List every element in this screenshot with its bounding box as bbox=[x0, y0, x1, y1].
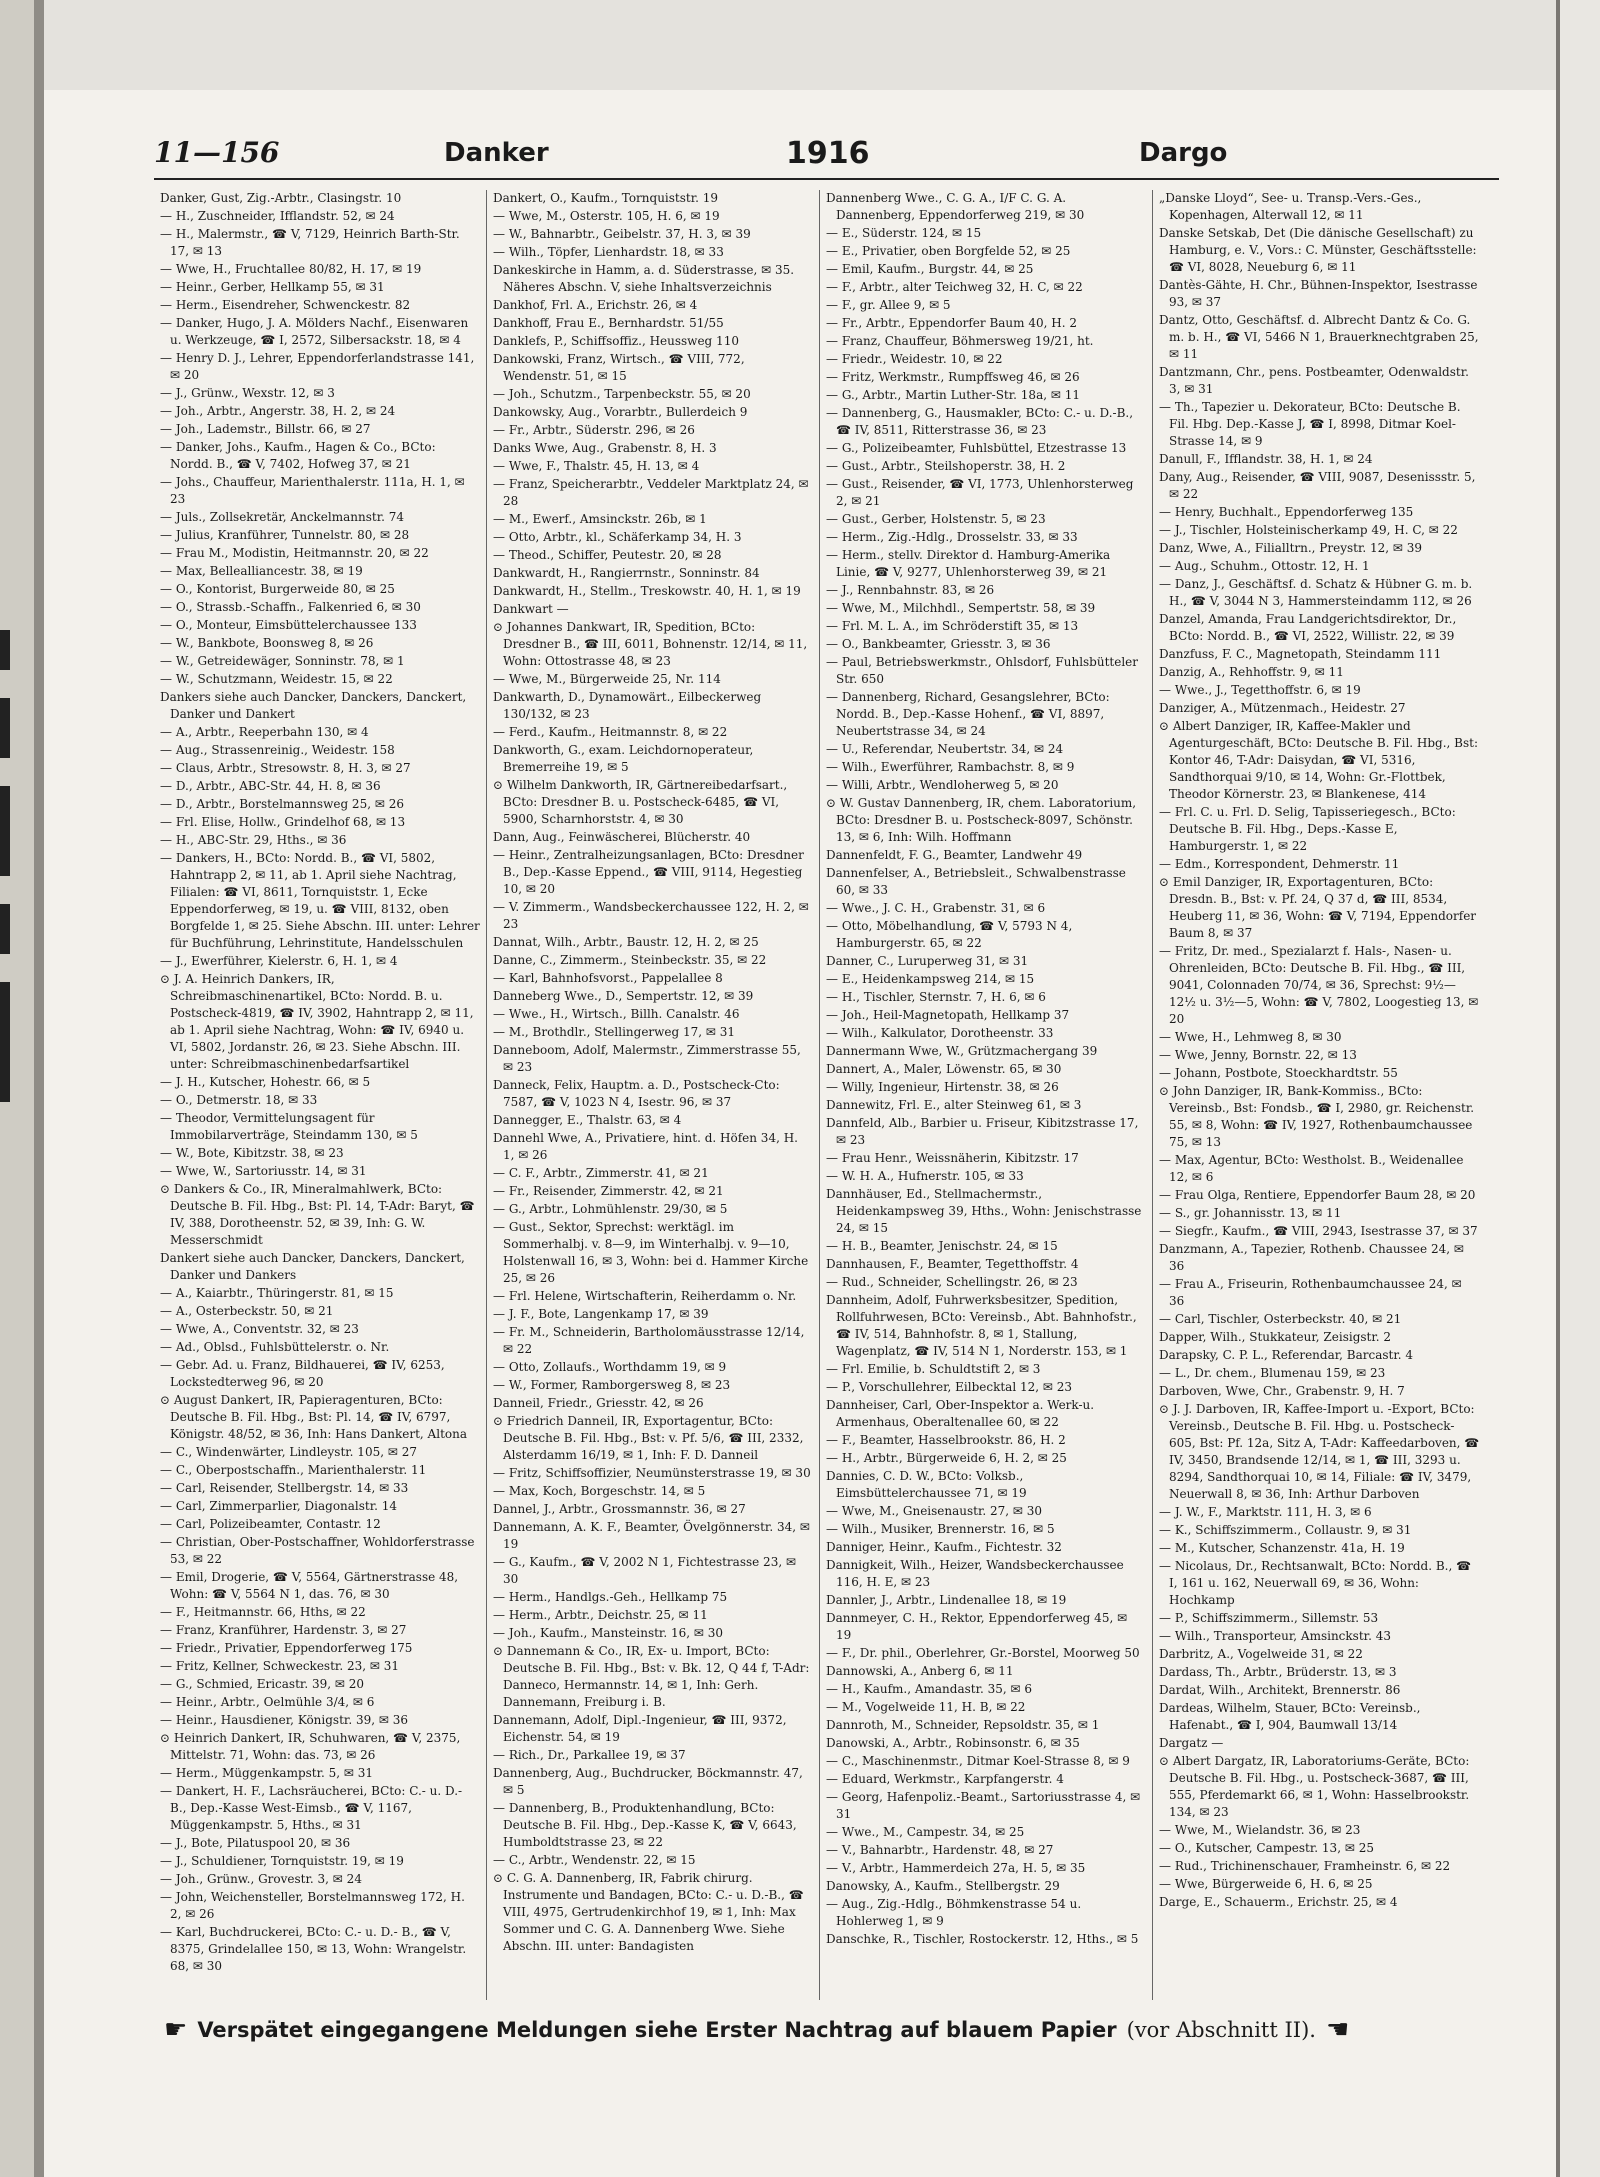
directory-entry: ⊙ Albert Dargatz, IR, Laboratoriums-Geräte, BCto: Deutsche B. Fil. Hbg., u. Postscheck-3687, ☎ III, 555, Pferdemarkt 66, ✉ 1, Wohn: Hasselbrookstr. 134, ✉ 23 bbox=[1159, 1754, 1470, 1819]
directory-entry: Dankwart — bbox=[493, 602, 569, 616]
directory-entry: — Aug., Strassenreinig., Weidestr. 158 bbox=[160, 743, 395, 757]
directory-entry: ⊙ Johannes Dankwart, IR, Spedition, BCto: Dresdner B., ☎ III, 6011, Bohnenstr. 12/14, ✉ 11, Wohn: Ottostrasse 48, ✉ 23 bbox=[493, 620, 808, 668]
directory-entry: — Friedr., Weidestr. 10, ✉ 22 bbox=[826, 352, 1003, 366]
directory-entry: — H., Zuschneider, Ifflandstr. 52, ✉ 24 bbox=[160, 209, 395, 223]
directory-entry: — Siegfr., Kaufm., ☎ VIII, 2943, Isestrasse 37, ✉ 37 bbox=[1159, 1224, 1478, 1238]
directory-entry: Dankowski, Franz, Wirtsch., ☎ VIII, 772, Wendenstr. 51, ✉ 15 bbox=[493, 352, 745, 383]
page-number: 11—156 bbox=[154, 136, 280, 169]
directory-entry: — Heinr., Zentralheizungsanlagen, BCto: Dresdner B., Dep.-Kasse Eppend., ☎ VIII, 9114, Hegestieg 10, ✉ 20 bbox=[493, 848, 804, 896]
directory-entry: — Heinr., Hausdiener, Königstr. 39, ✉ 36 bbox=[160, 1713, 408, 1727]
directory-entry: — F., Heitmannstr. 66, Hths, ✉ 22 bbox=[160, 1605, 366, 1619]
directory-entry: — Franz, Kranführer, Hardenstr. 3, ✉ 27 bbox=[160, 1623, 407, 1637]
directory-entry: — C., Windenwärter, Lindleystr. 105, ✉ 27 bbox=[160, 1445, 417, 1459]
page-content bbox=[154, 130, 1499, 2045]
directory-entry: — Wilh., Kalkulator, Dorotheenstr. 33 bbox=[826, 1026, 1054, 1040]
directory-entry: — Wwe, W., Sartoriusstr. 14, ✉ 31 bbox=[160, 1164, 367, 1178]
directory-entry: — Georg, Hafenpoliz.-Beamt., Sartoriusstrasse 4, ✉ 31 bbox=[826, 1790, 1141, 1821]
directory-entry: Danneboom, Adolf, Malermstr., Zimmerstrasse 55, ✉ 23 bbox=[493, 1043, 801, 1074]
directory-entry: — Wwe., H., Wirtsch., Billh. Canalstr. 46 bbox=[493, 1007, 740, 1021]
directory-entry: — J., Bote, Pilatuspool 20, ✉ 36 bbox=[160, 1836, 351, 1850]
directory-entry: — Fritz, Dr. med., Spezialarzt f. Hals-, Nasen- u. Ohrenleiden, BCto: Deutsche B. Fil. Hbg., ☎ III, 9041, Colonnaden 70/74, ✉ 36, Sprechst: 9½—12½ u. 3½—5, Wohn: ☎ V, 7802, Loogestieg 13, ✉ 20 bbox=[1159, 944, 1479, 1026]
directory-entry: — K., Schiffszimmerm., Collaustr. 9, ✉ 31 bbox=[1159, 1523, 1412, 1537]
directory-entry: — W., Former, Ramborgersweg 8, ✉ 23 bbox=[493, 1378, 731, 1392]
directory-entry: Dannenfelser, A., Betriebsleit., Schwalbenstrasse 60, ✉ 33 bbox=[826, 866, 1126, 897]
directory-entry: — Wilh., Töpfer, Lienhardstr. 18, ✉ 33 bbox=[493, 245, 724, 259]
directory-entry: — H. B., Beamter, Jenischstr. 24, ✉ 15 bbox=[826, 1239, 1058, 1253]
directory-entry: — L., Dr. chem., Blumenau 159, ✉ 23 bbox=[1159, 1366, 1386, 1380]
directory-entry: — Frau Olga, Rentiere, Eppendorfer Baum 28, ✉ 20 bbox=[1159, 1188, 1476, 1202]
directory-entry: — V., Bahnarbtr., Hardenstr. 48, ✉ 27 bbox=[826, 1843, 1054, 1857]
directory-entry: — O., Bankbeamter, Griesstr. 3, ✉ 36 bbox=[826, 637, 1051, 651]
directory-entry: — Theodor, Vermittelungsagent für Immobilarverträge, Steindamm 130, ✉ 5 bbox=[160, 1111, 418, 1142]
directory-entry: Danschke, R., Tischler, Rostockerstr. 12, Hths., ✉ 5 bbox=[826, 1932, 1139, 1946]
directory-entry: — Fr. M., Schneiderin, Bartholomäusstrasse 12/14, ✉ 22 bbox=[493, 1325, 805, 1356]
directory-entry: Danks Wwe, Aug., Grabenstr. 8, H. 3 bbox=[493, 441, 717, 455]
directory-entry: — Ferd., Kaufm., Heitmannstr. 8, ✉ 22 bbox=[493, 725, 728, 739]
directory-entry: — Carl, Zimmerparlier, Diagonalstr. 14 bbox=[160, 1499, 398, 1513]
footer-notice bbox=[154, 2010, 1509, 2050]
directory-entry: Dankwarth, D., Dynamowärt., Eilbeckerweg 130/132, ✉ 23 bbox=[493, 690, 762, 721]
directory-entry: ⊙ C. G. A. Dannenberg, IR, Fabrik chirurg. Instrumente und Bandagen, BCto: C.- u. D.-B., ☎ VIII, 4975, Gertrudenkirchhof 19, ✉ 1, Inh: Max Sommer und C. G. A. Dannenberg Wwe. Siehe Abschn. III. unter: Bandagisten bbox=[493, 1871, 804, 1953]
directory-entry: — Wwe, M., Wielandstr. 36, ✉ 23 bbox=[1159, 1823, 1361, 1837]
directory-entry: Dardass, Th., Arbtr., Brüderstr. 13, ✉ 3 bbox=[1159, 1665, 1397, 1679]
directory-entry: Dardat, Wilh., Architekt, Brennerstr. 86 bbox=[1159, 1683, 1401, 1697]
scanner-background-right bbox=[1560, 0, 1600, 2177]
directory-entry: Dany, Aug., Reisender, ☎ VIII, 9087, Desenissstr. 5, ✉ 22 bbox=[1159, 470, 1476, 501]
directory-entry: Dantzmann, Chr., pens. Postbeamter, Odenwaldstr. 3, ✉ 31 bbox=[1159, 365, 1469, 396]
directory-entry: — Fritz, Werkmstr., Rumpffsweg 46, ✉ 26 bbox=[826, 370, 1080, 384]
directory-entry: — Wwe., J., Tegetthoffstr. 6, ✉ 19 bbox=[1159, 683, 1361, 697]
directory-entry: ⊙ W. Gustav Dannenberg, IR, chem. Laboratorium, BCto: Dresdner B. u. Postscheck-8097, Schönstr. 13, ✉ 6, Inh: Wilh. Hoffmann bbox=[826, 796, 1137, 844]
directory-entry: — Juls., Zollsekretär, Anckelmannstr. 74 bbox=[160, 510, 405, 524]
directory-entry: — Gust., Reisender, ☎ VI, 1773, Uhlenhorsterweg 2, ✉ 21 bbox=[826, 477, 1134, 508]
running-header bbox=[154, 130, 1499, 180]
directory-entry: — Rud., Schneider, Schellingstr. 26, ✉ 23 bbox=[826, 1275, 1078, 1289]
directory-entry: — Th., Tapezier u. Dekorateur, BCto: Deutsche B. Fil. Hbg. Dep.-Kasse J, ☎ I, 8998, Ditmar Koel-Strasse 14, ✉ 9 bbox=[1159, 400, 1461, 448]
directory-page bbox=[44, 90, 1556, 2177]
directory-entry: — G., Arbtr., Martin Luther-Str. 18a, ✉ 11 bbox=[826, 388, 1080, 402]
directory-entry: — Frau Henr., Weissnäherin, Kibitzstr. 17 bbox=[826, 1151, 1079, 1165]
directory-entry: — E., Süderstr. 124, ✉ 15 bbox=[826, 226, 982, 240]
directory-entry: Dannroth, M., Schneider, Repsoldstr. 35, ✉ 1 bbox=[826, 1718, 1100, 1732]
directory-entry: — G., Schmied, Ericastr. 39, ✉ 20 bbox=[160, 1677, 364, 1691]
directory-entry: — Emil, Drogerie, ☎ V, 5564, Gärtnerstrasse 48, Wohn: ☎ V, 5564 N 1, das. 76, ✉ 30 bbox=[160, 1570, 459, 1601]
directory-entry: Dankowsky, Aug., Vorarbtr., Bullerdeich 9 bbox=[493, 405, 748, 419]
directory-entry: — Frl. C. u. Frl. D. Selig, Tapisseriegesch., BCto: Deutsche B. Fil. Hbg., Deps.-Kasse E, Hamburgerstr. 1, ✉ 22 bbox=[1159, 805, 1456, 853]
directory-entry: — Wwe, H., Lehmweg 8, ✉ 30 bbox=[1159, 1030, 1342, 1044]
footer-note: (vor Abschnitt II). bbox=[1126, 2018, 1316, 2042]
directory-entry: Dargatz — bbox=[1159, 1736, 1224, 1750]
directory-entry: Dankwardt, H., Stellm., Treskowstr. 40, H. 1, ✉ 19 bbox=[493, 584, 801, 598]
directory-entry: — Julius, Kranführer, Tunnelstr. 80, ✉ 28 bbox=[160, 528, 410, 542]
directory-entry: Danowsky, A., Kaufm., Stellbergstr. 29 bbox=[826, 1879, 1060, 1893]
directory-entry: — P., Vorschullehrer, Eilbecktal 12, ✉ 23 bbox=[826, 1380, 1073, 1394]
directory-entry: — P., Schiffszimmerm., Sillemstr. 53 bbox=[1159, 1611, 1379, 1625]
directory-entry: Danzmann, A., Tapezier, Rothenb. Chaussee 24, ✉ 36 bbox=[1159, 1242, 1464, 1273]
directory-entry: — Johann, Postbote, Stoeckhardtstr. 55 bbox=[1159, 1066, 1398, 1080]
directory-entry: — Gust., Sektor, Sprechst: werktägl. im Sommerhalbj. v. 8—9, im Winterhalbj. v. 9—10, Holstenwall 16, ✉ 3, Wohn: bei d. Hammer Kirche 25, ✉ 26 bbox=[493, 1220, 809, 1285]
directory-entry: — Max, Bellealliancestr. 38, ✉ 19 bbox=[160, 564, 363, 578]
directory-entry: — Frl. Helene, Wirtschafterin, Reiherdamm o. Nr. bbox=[493, 1289, 797, 1303]
directory-entry: — H., Tischler, Sternstr. 7, H. 6, ✉ 6 bbox=[826, 990, 1046, 1004]
directory-entry: — C., Oberpostschaffn., Marienthalerstr. 11 bbox=[160, 1463, 427, 1477]
year-heading: 1916 bbox=[786, 136, 870, 171]
directory-entry: — Theod., Schiffer, Peutestr. 20, ✉ 28 bbox=[493, 548, 722, 562]
directory-entry: — J., Schuldiener, Tornquiststr. 19, ✉ 19 bbox=[160, 1854, 404, 1868]
directory-entry: — S., gr. Johannisstr. 13, ✉ 11 bbox=[1159, 1206, 1342, 1220]
directory-entry: — Ad., Oblsd., Fuhlsbüttelerstr. o. Nr. bbox=[160, 1340, 390, 1354]
directory-entry: — Otto, Möbelhandlung, ☎ V, 5793 N 4, Hamburgerstr. 65, ✉ 22 bbox=[826, 919, 1073, 950]
directory-entry: — Danker, Johs., Kaufm., Hagen & Co., BCto: Nordd. B., ☎ V, 7402, Hofweg 37, ✉ 21 bbox=[160, 440, 436, 471]
directory-entry: Darapsky, C. P. L., Referendar, Barcastr. 4 bbox=[1159, 1348, 1414, 1362]
directory-entry: — O., Detmerstr. 18, ✉ 33 bbox=[160, 1093, 318, 1107]
directory-entry: — Aug., Zig.-Hdlg., Böhmkenstrasse 54 u. Hohlerweg 1, ✉ 9 bbox=[826, 1897, 1082, 1928]
directory-entry: Darbritz, A., Vogelweide 31, ✉ 22 bbox=[1159, 1647, 1363, 1661]
directory-entry: — Carl, Polizeibeamter, Contastr. 12 bbox=[160, 1517, 381, 1531]
directory-entry: — Otto, Zollaufs., Worthdamm 19, ✉ 9 bbox=[493, 1360, 727, 1374]
directory-entry: — J., Grünw., Wexstr. 12, ✉ 3 bbox=[160, 386, 335, 400]
directory-entry: — F., Dr. phil., Oberlehrer, Gr.-Borstel, Moorweg 50 bbox=[826, 1646, 1140, 1660]
directory-entry: — Claus, Arbtr., Stresowstr. 8, H. 3, ✉ 27 bbox=[160, 761, 411, 775]
directory-entry: — E., Heidenkampsweg 214, ✉ 15 bbox=[826, 972, 1035, 986]
directory-entry: — Rud., Trichinenschauer, Framheinstr. 6, ✉ 22 bbox=[1159, 1859, 1451, 1873]
directory-entry: — Fr., Arbtr., Eppendorfer Baum 40, H. 2 bbox=[826, 316, 1077, 330]
directory-entry: — O., Kutscher, Campestr. 13, ✉ 25 bbox=[1159, 1841, 1374, 1855]
directory-entry: — O., Kontorist, Burgerweide 80, ✉ 25 bbox=[160, 582, 395, 596]
directory-entry: — D., Arbtr., ABC-Str. 44, H. 8, ✉ 36 bbox=[160, 779, 381, 793]
directory-entry: ⊙ Friedrich Danneil, IR, Exportagentur, BCto: Deutsche B. Fil. Hbg., Bst: v. Pf. 5/6, ☎ III, 2332, Alsterdamm 16/19, ✉ 1, Inh: F. D. Danneil bbox=[493, 1414, 804, 1462]
directory-entry: — F., gr. Allee 9, ✉ 5 bbox=[826, 298, 951, 312]
directory-entry: — Herm., Zig.-Hdlg., Drosselstr. 33, ✉ 33 bbox=[826, 530, 1078, 544]
directory-entry: Dannermann Wwe, W., Grützmachergang 39 bbox=[826, 1044, 1098, 1058]
directory-entry: ⊙ Albert Danziger, IR, Kaffee-Makler und Agenturgeschäft, BCto: Deutsche B. Fil. Hbg., Bst: Kontor 46, T-Adr: Daisydan, ☎ VI, 5316, Sandthorquai 9/10, ✉ 14, Wohn: Gr.-Flottbek, Theodor Körnerstr. 23, ✉ Blankenese, 414 bbox=[1159, 719, 1479, 801]
directory-entry: — Dannenberg, G., Hausmakler, BCto: C.- u. D.-B., ☎ IV, 8511, Ritterstrasse 36, ✉ 23 bbox=[826, 406, 1134, 437]
page-gutter-shadow bbox=[34, 0, 44, 2177]
directory-entry: — Christian, Ober-Postschaffner, Wohldorferstrasse 53, ✉ 22 bbox=[160, 1535, 475, 1566]
directory-entry: — Paul, Betriebswerkmstr., Ohlsdorf, Fuhlsbütteler Str. 650 bbox=[826, 655, 1139, 686]
directory-entry: Dantz, Otto, Geschäftsf. d. Albrecht Dantz & Co. G. m. b. H., ☎ VI, 5466 N 1, Brauerknechtgraben 25, ✉ 11 bbox=[1159, 313, 1479, 361]
directory-entry: Dannert, A., Maler, Löwenstr. 65, ✉ 30 bbox=[826, 1062, 1062, 1076]
directory-entry: — Fritz, Kellner, Schweckestr. 23, ✉ 31 bbox=[160, 1659, 399, 1673]
directory-entry: — Franz, Chauffeur, Böhmersweg 19/21, ht. bbox=[826, 334, 1094, 348]
directory-entry: — Carl, Tischler, Osterbeckstr. 40, ✉ 21 bbox=[1159, 1312, 1402, 1326]
directory-columns bbox=[154, 190, 1499, 2000]
directory-entry: „Danske Lloyd“, See- u. Transp.-Vers.-Ges., Kopenhagen, Alterwall 12, ✉ 11 bbox=[1159, 191, 1422, 222]
directory-entry: — G., Arbtr., Lohmühlenstr. 29/30, ✉ 5 bbox=[493, 1202, 728, 1216]
directory-entry: — A., Osterbeckstr. 50, ✉ 21 bbox=[160, 1304, 334, 1318]
directory-entry: — Wwe, M., Bürgerweide 25, Nr. 114 bbox=[493, 672, 721, 686]
directory-entry: Dannhausen, F., Beamter, Tegetthoffstr. 4 bbox=[826, 1257, 1079, 1271]
directory-entry: — Max, Agentur, BCto: Westholst. B., Weidenallee 12, ✉ 6 bbox=[1159, 1153, 1464, 1184]
directory-entry: ⊙ J. A. Heinrich Dankers, IR, Schreibmaschinenartikel, BCto: Nordd. B. u. Postscheck-4819, ☎ IV, 3902, Hahntrapp 2, ✉ 11, ab 1. April siehe Nachtrag, Wohn: ☎ IV, 6940 u. VI, 5802, Jordanstr. 26, ✉ 23. Siehe Abschn. III. unter: Schreibmaschinenbedarfsartikel bbox=[160, 972, 474, 1071]
directory-entry: Dannehl Wwe, A., Privatiere, hint. d. Höfen 34, H. 1, ✉ 26 bbox=[493, 1131, 798, 1162]
directory-entry: Dannegger, E., Thalstr. 63, ✉ 4 bbox=[493, 1113, 682, 1127]
directory-entry: Dankwardt, H., Rangierrnstr., Sonninstr. 84 bbox=[493, 566, 760, 580]
directory-entry: — Henry D. J., Lehrer, Eppendorferlandstrasse 141, ✉ 20 bbox=[160, 351, 475, 382]
directory-entry: — C. F., Arbtr., Zimmerstr. 41, ✉ 21 bbox=[493, 1166, 709, 1180]
directory-entry: — Eduard, Werkmstr., Karpfangerstr. 4 bbox=[826, 1772, 1064, 1786]
directory-entry: Danniger, Heinr., Kaufm., Fichtestr. 32 bbox=[826, 1540, 1062, 1554]
directory-entry: ⊙ August Dankert, IR, Papieragenturen, BCto: Deutsche B. Fil. Hbg., Bst: Pl. 14, ☎ IV, 6797, Königstr. 48/52, ✉ 36, Inh: Hans Dankert, Altona bbox=[160, 1393, 467, 1441]
directory-entry: — Joh., Grünw., Grovestr. 3, ✉ 24 bbox=[160, 1872, 362, 1886]
directory-entry: — Wilh., Ewerführer, Rambachstr. 8, ✉ 9 bbox=[826, 760, 1075, 774]
directory-entry: — C., Maschinenmstr., Ditmar Koel-Strasse 8, ✉ 9 bbox=[826, 1754, 1130, 1768]
directory-entry: — M., Vogelweide 11, H. B, ✉ 22 bbox=[826, 1700, 1026, 1714]
directory-entry: — H., Arbtr., Bürgerweide 6, H. 2, ✉ 25 bbox=[826, 1451, 1067, 1465]
directory-entry: Dannenberg, Aug., Buchdrucker, Böckmannstr. 47, ✉ 5 bbox=[493, 1766, 803, 1797]
directory-entry: — W., Getreidewäger, Sonninstr. 78, ✉ 1 bbox=[160, 654, 405, 668]
directory-entry: — G., Kaufm., ☎ V, 2002 N 1, Fichtestrasse 23, ✉ 30 bbox=[493, 1555, 797, 1586]
directory-entry: — Friedr., Privatier, Eppendorferweg 175 bbox=[160, 1641, 413, 1655]
directory-entry: Dankeskirche in Hamm, a. d. Süderstrasse, ✉ 35. Näheres Abschn. V, siehe Inhaltsverzeichnis bbox=[493, 263, 795, 294]
directory-entry: — A., Arbtr., Reeperbahn 130, ✉ 4 bbox=[160, 725, 369, 739]
directory-entry: — Gust., Arbtr., Steilshoperstr. 38, H. 2 bbox=[826, 459, 1066, 473]
directory-entry: — J. H., Kutscher, Hohestr. 66, ✉ 5 bbox=[160, 1075, 371, 1089]
directory-entry: — D., Arbtr., Borstelmannsweg 25, ✉ 26 bbox=[160, 797, 404, 811]
directory-entry: — M., Kutscher, Schanzenstr. 41a, H. 19 bbox=[1159, 1541, 1405, 1555]
directory-entry: Dannheiser, Carl, Ober-Inspektor a. Werk-u. Armenhaus, Oberaltenallee 60, ✉ 22 bbox=[826, 1398, 1095, 1429]
directory-entry: — Rich., Dr., Parkallee 19, ✉ 37 bbox=[493, 1748, 686, 1762]
directory-entry: — Nicolaus, Dr., Rechtsanwalt, BCto: Nordd. B., ☎ I, 161 u. 162, Neuerwall 69, ✉ 36, Wohn: Hochkamp bbox=[1159, 1559, 1472, 1607]
directory-entry: — W. H. A., Hufnerstr. 105, ✉ 33 bbox=[826, 1169, 1024, 1183]
directory-entry: — Wwe, A., Conventstr. 32, ✉ 23 bbox=[160, 1322, 359, 1336]
directory-entry: — Wwe., J. C. H., Grabenstr. 31, ✉ 6 bbox=[826, 901, 1046, 915]
directory-entry: — Frau A., Friseurin, Rothenbaumchaussee 24, ✉ 36 bbox=[1159, 1277, 1462, 1308]
directory-entry: — Heinr., Gerber, Hellkamp 55, ✉ 31 bbox=[160, 280, 385, 294]
directory-entry: — Frl. M. L. A., im Schröderstift 35, ✉ 13 bbox=[826, 619, 1079, 633]
directory-entry: — Wwe, M., Gneisenaustr. 27, ✉ 30 bbox=[826, 1504, 1043, 1518]
directory-entry: — Aug., Schuhm., Ottostr. 12, H. 1 bbox=[1159, 559, 1370, 573]
directory-entry: — Joh., Lademstr., Billstr. 66, ✉ 27 bbox=[160, 422, 371, 436]
directory-entry: — Herm., Müggenkampstr. 5, ✉ 31 bbox=[160, 1766, 374, 1780]
directory-entry: — Wwe, F., Thalstr. 45, H. 13, ✉ 4 bbox=[493, 459, 700, 473]
directory-entry: Dannenberg Wwe., C. G. A., I/F C. G. A. Dannenberg, Eppendorferweg 219, ✉ 30 bbox=[826, 191, 1085, 222]
directory-entry: Danklefs, P., Schiffsoffiz., Heussweg 110 bbox=[493, 334, 739, 348]
directory-entry: Danzig, A., Rehhoffstr. 9, ✉ 11 bbox=[1159, 665, 1344, 679]
directory-entry: — Wwe, M., Osterstr. 105, H. 6, ✉ 19 bbox=[493, 209, 720, 223]
directory-entry: — Joh., Arbtr., Angerstr. 38, H. 2, ✉ 24 bbox=[160, 404, 396, 418]
directory-entry: — Joh., Heil-Magnetopath, Hellkamp 37 bbox=[826, 1008, 1070, 1022]
directory-entry: — Frl. Elise, Hollw., Grindelhof 68, ✉ 13 bbox=[160, 815, 406, 829]
directory-entry: — W., Bote, Kibitzstr. 38, ✉ 23 bbox=[160, 1146, 344, 1160]
column-4 bbox=[1153, 190, 1486, 2000]
directory-entry: — Joh., Kaufm., Mansteinstr. 16, ✉ 30 bbox=[493, 1626, 724, 1640]
pointing-hand-left-icon: ☛ bbox=[164, 2015, 188, 2045]
directory-entry: — Fr., Reisender, Zimmerstr. 42, ✉ 21 bbox=[493, 1184, 724, 1198]
directory-entry: — Herm., Handlgs.-Geh., Hellkamp 75 bbox=[493, 1590, 728, 1604]
directory-entry: Dannler, J., Arbtr., Lindenallee 18, ✉ 19 bbox=[826, 1593, 1067, 1607]
directory-entry: — J., Rennbahnstr. 83, ✉ 26 bbox=[826, 583, 995, 597]
directory-entry: Dantès-Gähte, H. Chr., Bühnen-Inspektor, Isestrasse 93, ✉ 37 bbox=[1159, 278, 1478, 309]
column-1 bbox=[154, 190, 487, 2000]
directory-entry: — Herm., stellv. Direktor d. Hamburg-Amerika Linie, ☎ V, 9277, Uhlenhorsterweg 39, ✉ 21 bbox=[826, 548, 1111, 579]
directory-entry: Dannfeld, Alb., Barbier u. Friseur, Kibitzstrasse 17, ✉ 23 bbox=[826, 1116, 1139, 1147]
directory-entry: — H., ABC-Str. 29, Hths., ✉ 36 bbox=[160, 833, 347, 847]
directory-entry: — Wwe., M., Campestr. 34, ✉ 25 bbox=[826, 1825, 1025, 1839]
directory-entry: — U., Referendar, Neubertstr. 34, ✉ 24 bbox=[826, 742, 1064, 756]
edge-marks bbox=[0, 630, 14, 1230]
directory-entry: Danneil, Friedr., Griesstr. 42, ✉ 26 bbox=[493, 1396, 704, 1410]
directory-entry: Danowski, A., Arbtr., Robinsonstr. 6, ✉ 35 bbox=[826, 1736, 1080, 1750]
directory-entry: — H., Malermstr., ☎ V, 7129, Heinrich Barth-Str. 17, ✉ 13 bbox=[160, 227, 460, 258]
directory-entry: — Willi, Arbtr., Wendloherweg 5, ✉ 20 bbox=[826, 778, 1059, 792]
directory-entry: — Danz, J., Geschäftsf. d. Schatz & Hübner G. m. b. H., ☎ V, 3044 N 3, Hammersteindamm 112, ✉ 26 bbox=[1159, 577, 1473, 608]
directory-entry: Darge, E., Schauerm., Erichstr. 25, ✉ 4 bbox=[1159, 1895, 1398, 1909]
directory-entry: Danziger, A., Mützenmach., Heidestr. 27 bbox=[1159, 701, 1406, 715]
directory-entry: — Dankert, H. F., Lachsräucherei, BCto: C.- u. D.- B., Dep.-Kasse West-Eimsb., ☎ V, 1167, Müggenkampstr. 5, Hths., ✉ 31 bbox=[160, 1784, 463, 1832]
directory-entry: Danner, C., Luruperweg 31, ✉ 31 bbox=[826, 954, 1029, 968]
directory-entry: — Herm., Eisendreher, Schwenckestr. 82 bbox=[160, 298, 411, 312]
directory-entry: — Karl, Bahnhofsvorst., Pappelallee 8 bbox=[493, 971, 723, 985]
directory-entry: Danske Setskab, Det (Die dänische Gesellschaft) zu Hamburg, e. V., Vors.: C. Münster, Geschäftsstelle: ☎ VI, 8028, Neueburg 6, ✉ 11 bbox=[1159, 226, 1477, 274]
directory-entry: — Gust., Gerber, Holstenstr. 5, ✉ 23 bbox=[826, 512, 1046, 526]
directory-entry: — Wwe, Bürgerweide 6, H. 6, ✉ 25 bbox=[1159, 1877, 1373, 1891]
directory-entry: — W., Bankbote, Boonsweg 8, ✉ 26 bbox=[160, 636, 374, 650]
directory-entry: Dankert, O., Kaufm., Tornquiststr. 19 bbox=[493, 191, 719, 205]
directory-entry: Dannhäuser, Ed., Stellmachermstr., Heidenkampsweg 39, Hths., Wohn: Jenischstrasse 24, ✉ 15 bbox=[826, 1187, 1142, 1235]
first-name-heading: Danker bbox=[444, 138, 549, 168]
pointing-hand-right-icon: ☚ bbox=[1325, 2015, 1350, 2045]
directory-entry: — Danker, Hugo, J. A. Mölders Nachf., Eisenwaren u. Werkzeuge, ☎ I, 2572, Silbersackstr. 18, ✉ 4 bbox=[160, 316, 469, 347]
directory-entry: — E., Privatier, oben Borgfelde 52, ✉ 25 bbox=[826, 244, 1071, 258]
column-3 bbox=[820, 190, 1153, 2000]
directory-entry: ⊙ Wilhelm Dankworth, IR, Gärtnereibedarfsart., BCto: Dresdner B. u. Postscheck-6485, ☎ VI, 5900, Scharnhorststr. 4, ✉ 30 bbox=[493, 778, 788, 826]
directory-entry: — O., Monteur, Eimsbüttelerchaussee 133 bbox=[160, 618, 417, 632]
directory-entry: — Heinr., Arbtr., Oelmühle 3/4, ✉ 6 bbox=[160, 1695, 375, 1709]
directory-entry: — V. Zimmerm., Wandsbeckerchaussee 122, H. 2, ✉ 23 bbox=[493, 900, 809, 931]
directory-entry: Dannemann, Adolf, Dipl.-Ingenieur, ☎ III, 9372, Eichenstr. 54, ✉ 19 bbox=[493, 1713, 787, 1744]
directory-entry: — Wwe, H., Fruchtallee 80/82, H. 17, ✉ 19 bbox=[160, 262, 422, 276]
directory-entry: Dannmeyer, C. H., Rektor, Eppendorferweg 45, ✉ 19 bbox=[826, 1611, 1128, 1642]
directory-entry: — Frau M., Modistin, Heitmannstr. 20, ✉ 22 bbox=[160, 546, 429, 560]
directory-entry: Danz, Wwe, A., Filialltrn., Preystr. 12, ✉ 39 bbox=[1159, 541, 1423, 555]
directory-entry: Dannigkeit, Wilh., Heizer, Wandsbeckerchaussee 116, H. E, ✉ 23 bbox=[826, 1558, 1124, 1589]
directory-entry: — Karl, Buchdruckerei, BCto: C.- u. D.- B., ☎ V, 8375, Grindelallee 150, ✉ 13, Wohn: Wrangelstr. 68, ✉ 30 bbox=[160, 1925, 467, 1973]
directory-entry: Danzel, Amanda, Frau Landgerichtsdirektor, Dr., BCto: Nordd. B., ☎ VI, 2522, Willistr. 22, ✉ 39 bbox=[1159, 612, 1457, 643]
directory-entry: ⊙ J. J. Darboven, IR, Kaffee-Import u. -Export, BCto: Vereinsb., Deutsche B. Fil. Hbg. u. Postscheck-605, Bst: Pf. 12a, Sitz A, T-Adr: Kaffeedarboven, ☎ IV, 3450, Brandsende 12/14, ✉ 1, ☎ III, 3293 u. 8294, Sandthorquai 10, ✉ 14, Filiale: ☎ IV, 3479, Neuerwall 8, ✉ 36, Inh: Arthur Darboven bbox=[1159, 1402, 1480, 1501]
directory-entry: Dankert siehe auch Dancker, Danckers, Danckert, Danker und Dankers bbox=[160, 1251, 465, 1282]
column-2 bbox=[487, 190, 820, 2000]
directory-entry: — Carl, Reisender, Stellbergstr. 14, ✉ 33 bbox=[160, 1481, 409, 1495]
directory-entry: ⊙ John Danziger, IR, Bank-Kommiss., BCto: Vereinsb., Bst: Fondsb., ☎ I, 2980, gr. Reichenstr. 55, ✉ 8, Wohn: ☎ IV, 1927, Rothenbaumchaussee 75, ✉ 13 bbox=[1159, 1084, 1475, 1149]
directory-entry: Dannewitz, Frl. E., alter Steinweg 61, ✉ 3 bbox=[826, 1098, 1082, 1112]
directory-entry: — Emil, Kaufm., Burgstr. 44, ✉ 25 bbox=[826, 262, 1034, 276]
directory-entry: Danneck, Felix, Hauptm. a. D., Postscheck-Cto: 7587, ☎ V, 1023 N 4, Isestr. 96, ✉ 37 bbox=[493, 1078, 780, 1109]
directory-entry: Dannowski, A., Anberg 6, ✉ 11 bbox=[826, 1664, 1014, 1678]
scanner-background-top bbox=[44, 0, 1556, 90]
directory-entry: — Wilh., Musiker, Brennerstr. 16, ✉ 5 bbox=[826, 1522, 1055, 1536]
directory-entry: — Wilh., Transporteur, Amsinckstr. 43 bbox=[1159, 1629, 1391, 1643]
directory-entry: Dannemann, A. K. F., Beamter, Övelgönnerstr. 34, ✉ 19 bbox=[493, 1520, 810, 1551]
directory-entry: Dannat, Wilh., Arbtr., Baustr. 12, H. 2, ✉ 25 bbox=[493, 935, 759, 949]
directory-entry: — F., Beamter, Hasselbrookstr. 86, H. 2 bbox=[826, 1433, 1066, 1447]
directory-entry: — M., Brothdlr., Stellingerweg 17, ✉ 31 bbox=[493, 1025, 736, 1039]
directory-entry: ⊙ Heinrich Dankert, IR, Schuhwaren, ☎ V, 2375, Mittelstr. 71, Wohn: das. 73, ✉ 26 bbox=[160, 1731, 461, 1762]
directory-entry: — Otto, Arbtr., kl., Schäferkamp 34, H. 3 bbox=[493, 530, 742, 544]
directory-entry: — Fritz, Schiffsoffizier, Neumünsterstrasse 19, ✉ 30 bbox=[493, 1466, 811, 1480]
directory-entry: Danneberg Wwe., D., Sempertstr. 12, ✉ 39 bbox=[493, 989, 754, 1003]
directory-entry: Danzfuss, F. C., Magnetopath, Steindamm 111 bbox=[1159, 647, 1442, 661]
directory-entry: — Dannenberg, Richard, Gesangslehrer, BCto: Nordd. B., Dep.-Kasse Hohenf., ☎ VI, 8897, Neubertstrasse 34, ✉ 24 bbox=[826, 690, 1110, 738]
directory-entry: — Johs., Chauffeur, Marienthalerstr. 111a, H. 1, ✉ 23 bbox=[160, 475, 465, 506]
directory-entry: — Dannenberg, B., Produktenhandlung, BCto: Deutsche B. Fil. Hbg., Dep.-Kasse K, ☎ V, 6643, Humboldtstrasse 23, ✉ 22 bbox=[493, 1801, 797, 1849]
directory-entry: Dannies, C. D. W., BCto: Volksb., Eimsbüttelerchaussee 71, ✉ 19 bbox=[826, 1469, 1027, 1500]
directory-entry: ⊙ Dannemann & Co., IR, Ex- u. Import, BCto: Deutsche B. Fil. Hbg., Bst: v. Bk. 12, Q 44 f, T-Adr: Danneco, Hermannstr. 14, ✉ 1, Inh: Gerh. Dannemann, Freiburg i. B. bbox=[493, 1644, 810, 1709]
directory-entry: — O., Strassb.-Schaffn., Falkenried 6, ✉ 30 bbox=[160, 600, 421, 614]
directory-entry: — Joh., Schutzm., Tarpenbeckstr. 55, ✉ 20 bbox=[493, 387, 751, 401]
directory-entry: — Max, Koch, Borgeschstr. 14, ✉ 5 bbox=[493, 1484, 706, 1498]
directory-entry: — W., Schutzmann, Weidestr. 15, ✉ 22 bbox=[160, 672, 393, 686]
directory-entry: Dankhoff, Frau E., Bernhardstr. 51/55 bbox=[493, 316, 724, 330]
directory-entry: — Henry, Buchhalt., Eppendorferweg 135 bbox=[1159, 505, 1414, 519]
directory-entry: — Herm., Arbtr., Deichstr. 25, ✉ 11 bbox=[493, 1608, 708, 1622]
last-name-heading: Dargo bbox=[1139, 138, 1228, 168]
directory-entry: Dankhof, Frl. A., Erichstr. 26, ✉ 4 bbox=[493, 298, 698, 312]
directory-entry: Dannel, J., Arbtr., Grossmannstr. 36, ✉ 27 bbox=[493, 1502, 746, 1516]
directory-entry: — J. W., F., Marktstr. 111, H. 3, ✉ 6 bbox=[1159, 1505, 1372, 1519]
directory-entry: — Willy, Ingenieur, Hirtenstr. 38, ✉ 26 bbox=[826, 1080, 1059, 1094]
directory-entry: — J. F., Bote, Langenkamp 17, ✉ 39 bbox=[493, 1307, 709, 1321]
directory-entry: — V., Arbtr., Hammerdeich 27a, H. 5, ✉ 35 bbox=[826, 1861, 1086, 1875]
directory-entry: — John, Weichensteller, Borstelmannsweg 172, H. 2, ✉ 26 bbox=[160, 1890, 465, 1921]
directory-entry: Danne, C., Zimmerm., Steinbeckstr. 35, ✉ 22 bbox=[493, 953, 767, 967]
directory-entry: — A., Kaiarbtr., Thüringerstr. 81, ✉ 15 bbox=[160, 1286, 394, 1300]
directory-entry: — H., Kaufm., Amandastr. 35, ✉ 6 bbox=[826, 1682, 1033, 1696]
directory-entry: ⊙ Emil Danziger, IR, Exportagenturen, BCto: Dresdn. B., Bst: v. Pf. 24, Q 37 d, ☎ III, 8534, Heuberg 11, ✉ 36, Wohn: ☎ V, 7194, Eppendorfer Baum 8, ✉ 37 bbox=[1159, 875, 1477, 940]
directory-entry: — G., Polizeibeamter, Fuhlsbüttel, Etzestrasse 13 bbox=[826, 441, 1127, 455]
directory-entry: Danker, Gust, Zig.-Arbtr., Clasingstr. 10 bbox=[160, 191, 402, 205]
directory-entry: — Dankers, H., BCto: Nordd. B., ☎ VI, 5802, Hahntrapp 2, ✉ 11, ab 1. April siehe Nachtrag, Filialen: ☎ VI, 8611, Tornquiststr. 1, Ecke Eppendorferweg, ✉ 19, u. ☎ VIII, 8132, oben Borgfelde 1, ✉ 25. Siehe Abschn. III. unter: Lehrer für Buchführung, Lehrinstitute, Handelsschulen bbox=[160, 851, 480, 950]
directory-entry: Dapper, Wilh., Stukkateur, Zeisigstr. 2 bbox=[1159, 1330, 1392, 1344]
directory-entry: — J., Tischler, Holsteinischerkamp 49, H. C, ✉ 22 bbox=[1159, 523, 1458, 537]
directory-entry: Danull, F., Ifflandstr. 38, H. 1, ✉ 24 bbox=[1159, 452, 1373, 466]
directory-entry: Dankworth, G., exam. Leichdornoperateur, Bremerreihe 19, ✉ 5 bbox=[493, 743, 754, 774]
directory-entry: — Wwe, Jenny, Bornstr. 22, ✉ 13 bbox=[1159, 1048, 1357, 1062]
directory-entry: Dann, Aug., Feinwäscherei, Blücherstr. 40 bbox=[493, 830, 751, 844]
directory-entry: Dankers siehe auch Dancker, Danckers, Danckert, Danker und Dankert bbox=[160, 690, 467, 721]
footer-text: Verspätet eingegangene Meldungen siehe Erster Nachtrag auf blauem Papier bbox=[197, 2018, 1117, 2042]
directory-entry: — W., Bahnarbtr., Geibelstr. 37, H. 3, ✉ 39 bbox=[493, 227, 751, 241]
directory-entry: — Frl. Emilie, b. Schuldtstift 2, ✉ 3 bbox=[826, 1362, 1041, 1376]
directory-entry: — Wwe, M., Milchhdl., Sempertstr. 58, ✉ 39 bbox=[826, 601, 1096, 615]
directory-entry: — Franz, Speicherarbtr., Veddeler Marktplatz 24, ✉ 28 bbox=[493, 477, 809, 508]
directory-entry: Dannheim, Adolf, Fuhrwerksbesitzer, Spedition, Rollfuhrwesen, BCto: Vereinsb., Abt. Bahnhofstr., ☎ IV, 514, Bahnhofstr. 8, ✉ 1, Stallung, Wagenplatz, ☎ IV, 514 N 1, Norderstr. 153, ✉ 1 bbox=[826, 1293, 1137, 1358]
directory-entry: — C., Arbtr., Wendenstr. 22, ✉ 15 bbox=[493, 1853, 696, 1867]
directory-entry: — F., Arbtr., alter Teichweg 32, H. C, ✉ 22 bbox=[826, 280, 1083, 294]
directory-entry: Darboven, Wwe, Chr., Grabenstr. 9, H. 7 bbox=[1159, 1384, 1405, 1398]
directory-entry: — Edm., Korrespondent, Dehmerstr. 11 bbox=[1159, 857, 1400, 871]
directory-entry: ⊙ Dankers & Co., IR, Mineralmahlwerk, BCto: Deutsche B. Fil. Hbg., Bst: Pl. 14, T-Adr: Baryt, ☎ IV, 388, Dorotheenstr. 52, ✉ 39, Inh: G. W. Messerschmidt bbox=[160, 1182, 475, 1247]
directory-entry: — Gebr. Ad. u. Franz, Bildhauerei, ☎ IV, 6253, Lockstedterweg 96, ✉ 20 bbox=[160, 1358, 445, 1389]
directory-entry: — J., Ewerführer, Kielerstr. 6, H. 1, ✉ 4 bbox=[160, 954, 398, 968]
directory-entry: — Fr., Arbtr., Süderstr. 296, ✉ 26 bbox=[493, 423, 695, 437]
directory-entry: Dannenfeldt, F. G., Beamter, Landwehr 49 bbox=[826, 848, 1083, 862]
directory-entry: Dardeas, Wilhelm, Stauer, BCto: Vereinsb., Hafenabt., ☎ I, 904, Baumwall 13/14 bbox=[1159, 1701, 1421, 1732]
directory-entry: — M., Ewerf., Amsinckstr. 26b, ✉ 1 bbox=[493, 512, 707, 526]
